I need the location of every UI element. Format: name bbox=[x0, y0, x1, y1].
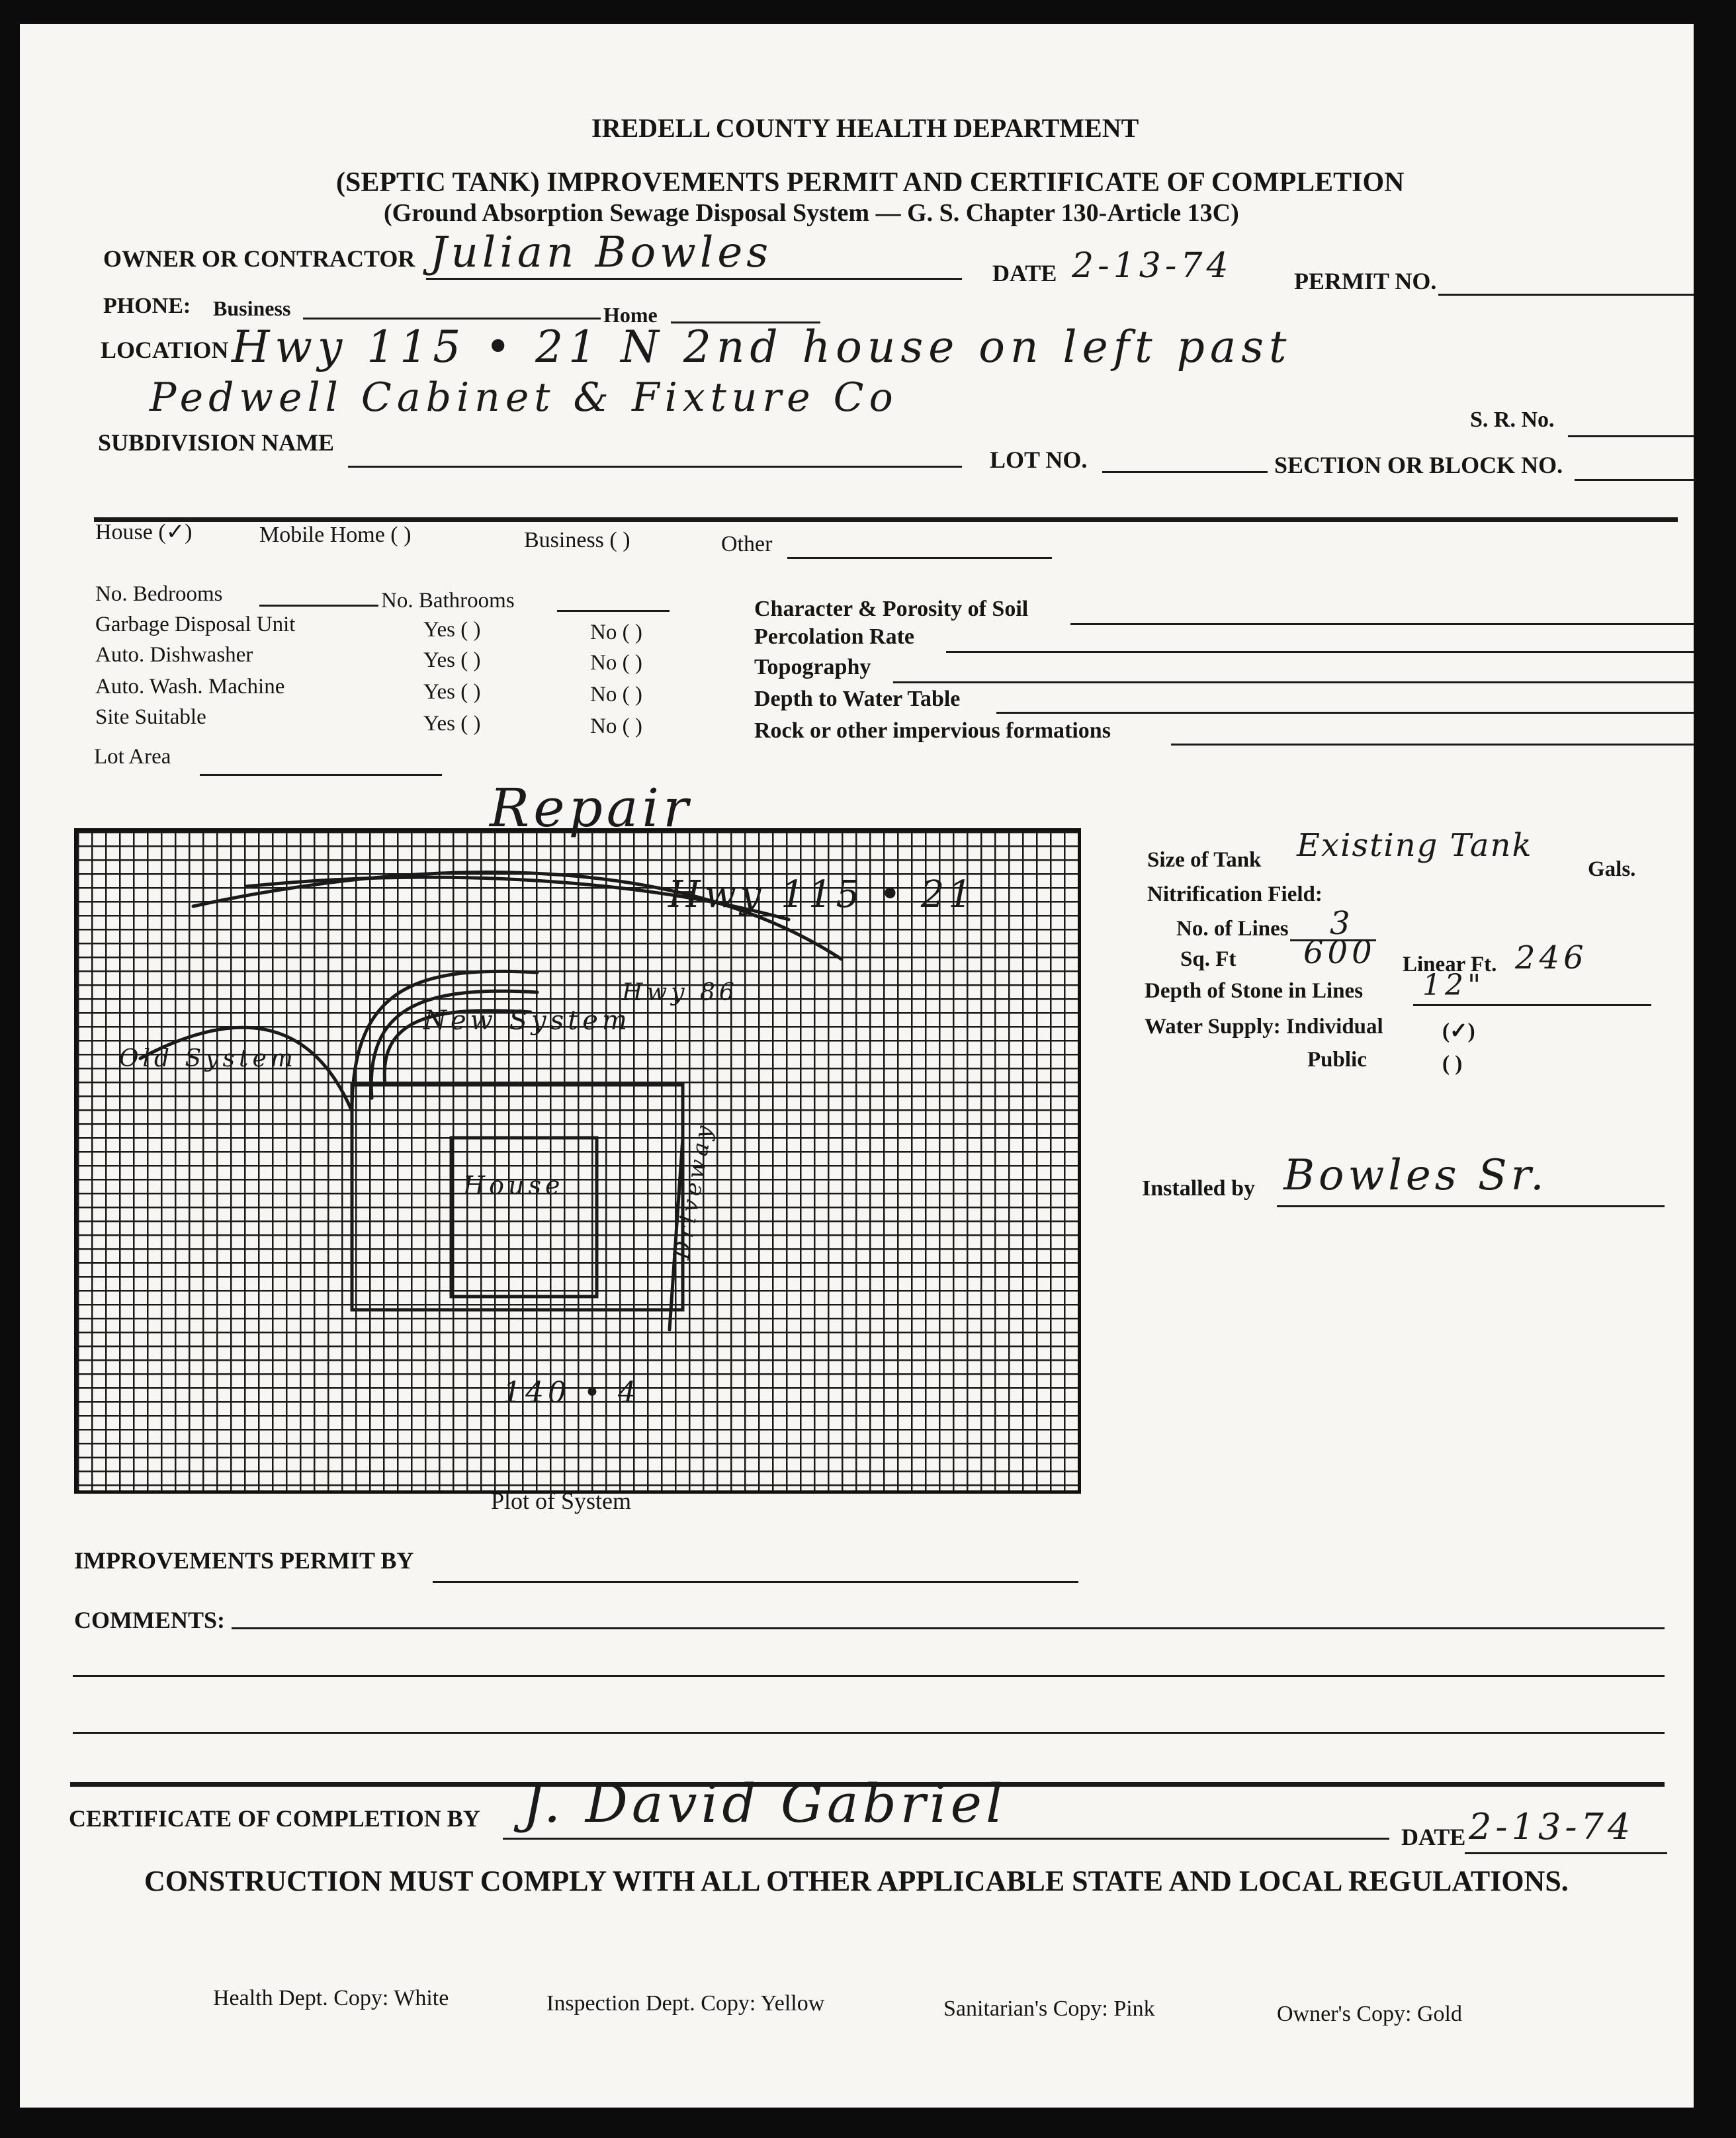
water-table-line bbox=[996, 712, 1694, 714]
tank-size-label: Size of Tank bbox=[1147, 848, 1262, 872]
type-business: Business ( ) bbox=[524, 528, 630, 552]
nitrification-label: Nitrification Field: bbox=[1147, 882, 1323, 906]
phone-label: PHONE: bbox=[103, 294, 191, 318]
type-other: Other bbox=[721, 532, 773, 556]
form-subtitle: (Ground Absorption Sewage Disposal System — G. S. Chapter 130-Article 13C) bbox=[384, 199, 1239, 227]
section-label: SECTION OR BLOCK NO. bbox=[1274, 452, 1563, 478]
percolation-line bbox=[946, 651, 1694, 653]
detail-row-no: No ( ) bbox=[590, 714, 642, 738]
soil-character-label: Character & Porosity of Soil bbox=[754, 597, 1029, 621]
detail-row-label: Site Suitable bbox=[95, 705, 206, 729]
certificate-date-label: DATE bbox=[1401, 1824, 1466, 1850]
comments-label: COMMENTS: bbox=[74, 1607, 225, 1633]
water-individual-value: (✓) bbox=[1442, 1019, 1475, 1043]
rock-line bbox=[1171, 744, 1694, 746]
detail-row-label: Auto. Dishwasher bbox=[95, 643, 253, 667]
bathrooms-label: No. Bathrooms bbox=[381, 589, 515, 613]
type-house: House (✓) bbox=[95, 520, 193, 544]
sr-no-label: S. R. No. bbox=[1470, 407, 1555, 432]
plot-driveway: Driveway bbox=[668, 1119, 718, 1261]
certificate-signature: J. David Gabriel bbox=[523, 1773, 1007, 1834]
water-public-label: Public bbox=[1307, 1048, 1367, 1072]
subdivision-line bbox=[348, 466, 962, 468]
department-name: IREDELL COUNTY HEALTH DEPARTMENT bbox=[591, 113, 1139, 143]
detail-row-yes: Yes ( ) bbox=[423, 648, 481, 672]
permit-label: PERMIT NO. bbox=[1294, 268, 1437, 294]
lot-no-line bbox=[1102, 471, 1268, 473]
stone-depth-line bbox=[1413, 1004, 1651, 1006]
certificate-date-line bbox=[1465, 1852, 1667, 1854]
comments-line bbox=[73, 1732, 1665, 1734]
owner-value: Julian Bowles bbox=[430, 228, 773, 277]
plot-new-system: New System bbox=[423, 1005, 631, 1036]
detail-row-no: No ( ) bbox=[590, 620, 642, 644]
lot-area-label: Lot Area bbox=[94, 745, 171, 769]
water-public-value: ( ) bbox=[1442, 1052, 1463, 1076]
sr-no-line bbox=[1568, 435, 1694, 437]
owner-label: OWNER OR CONTRACTOR bbox=[103, 245, 415, 272]
plot-repair: Repair bbox=[490, 777, 693, 839]
certificate-line bbox=[503, 1838, 1389, 1840]
lot-no-label: LOT NO. bbox=[990, 447, 1088, 473]
stone-depth-label: Depth of Stone in Lines bbox=[1145, 979, 1364, 1003]
percolation-label: Percolation Rate bbox=[754, 624, 915, 649]
detail-row-no: No ( ) bbox=[590, 651, 642, 675]
house-outline bbox=[451, 1138, 597, 1297]
sqft-label: Sq. Ft bbox=[1180, 947, 1237, 971]
detail-row-yes: Yes ( ) bbox=[423, 712, 481, 736]
copy-sanitarian: Sanitarian's Copy: Pink bbox=[943, 1996, 1155, 2021]
soil-character-line bbox=[1070, 623, 1694, 625]
date-label: DATE bbox=[992, 260, 1057, 286]
rock-label: Rock or other impervious formations bbox=[754, 718, 1111, 743]
copy-health-dept: Health Dept. Copy: White bbox=[213, 1986, 449, 2010]
linear-ft-value: 246 bbox=[1515, 939, 1588, 976]
installed-by-value: Bowles Sr. bbox=[1283, 1151, 1548, 1200]
installed-by-label: Installed by bbox=[1142, 1176, 1255, 1201]
water-table-label: Depth to Water Table bbox=[754, 687, 961, 711]
type-other-line bbox=[787, 557, 1052, 559]
business-phone-line bbox=[303, 318, 601, 320]
topography-label: Topography bbox=[754, 655, 871, 679]
plot-width: 140 • 4 bbox=[503, 1376, 640, 1410]
copy-owner: Owner's Copy: Gold bbox=[1277, 2002, 1463, 2026]
comments-line bbox=[73, 1675, 1665, 1677]
linear-ft-label: Linear Ft. bbox=[1403, 953, 1497, 976]
copy-inspection-dept: Inspection Dept. Copy: Yellow bbox=[546, 1991, 825, 2016]
plot-caption: Plot of System bbox=[491, 1488, 632, 1514]
bedrooms-line bbox=[259, 605, 378, 607]
sqft-value: 600 bbox=[1303, 934, 1376, 971]
permit-line bbox=[1438, 294, 1694, 296]
certificate-date-value: 2-13-74 bbox=[1469, 1806, 1635, 1848]
improvements-label: IMPROVEMENTS PERMIT BY bbox=[74, 1547, 414, 1574]
section-divider bbox=[94, 517, 1678, 522]
business-phone-label: Business bbox=[213, 296, 291, 320]
location-line2: Pedwell Cabinet & Fixture Co bbox=[150, 374, 898, 421]
lines-label: No. of Lines bbox=[1176, 917, 1289, 941]
location-line1: Hwy 115 • 21 N 2nd house on left past bbox=[232, 321, 1292, 372]
improvements-line bbox=[433, 1581, 1078, 1583]
stone-depth-value: 12" bbox=[1422, 968, 1485, 1002]
lines-value: 3 bbox=[1330, 905, 1354, 942]
topography-line bbox=[893, 681, 1694, 683]
plot-house: House bbox=[463, 1171, 564, 1200]
home-phone-label: Home bbox=[603, 303, 658, 327]
detail-row-yes: Yes ( ) bbox=[423, 680, 481, 704]
comments-line bbox=[232, 1627, 1665, 1629]
location-label: LOCATION bbox=[101, 337, 229, 363]
owner-line bbox=[426, 278, 962, 280]
detail-row-no: No ( ) bbox=[590, 683, 642, 706]
gals-label: Gals. bbox=[1588, 857, 1636, 881]
installed-by-line bbox=[1277, 1205, 1665, 1207]
subdivision-label: SUBDIVISION NAME bbox=[98, 429, 335, 456]
detail-row-label: Garbage Disposal Unit bbox=[95, 613, 296, 636]
certificate-label: CERTIFICATE OF COMPLETION BY bbox=[69, 1805, 480, 1832]
detail-row-yes: Yes ( ) bbox=[423, 618, 481, 642]
tank-size-value: Existing Tank bbox=[1297, 827, 1533, 864]
date-value: 2-13-74 bbox=[1072, 246, 1233, 286]
plot-hwy-86: Hwy 86 bbox=[622, 979, 738, 1006]
detail-row-label: Auto. Wash. Machine bbox=[95, 675, 285, 699]
plot-old-system: Old System bbox=[119, 1045, 297, 1072]
water-supply-label: Water Supply: Individual bbox=[1145, 1015, 1383, 1039]
type-mobile-home: Mobile Home ( ) bbox=[259, 523, 412, 547]
bedrooms-label: No. Bedrooms bbox=[95, 582, 223, 606]
form-title: (SEPTIC TANK) IMPROVEMENTS PERMIT AND CERTIFICATE OF COMPLETION bbox=[336, 167, 1405, 198]
section-line bbox=[1575, 479, 1694, 481]
compliance-notice: CONSTRUCTION MUST COMPLY WITH ALL OTHER APPLICABLE STATE AND LOCAL REGULATIONS. bbox=[144, 1865, 1569, 1897]
bathrooms-line bbox=[557, 610, 670, 612]
plot-hwy: Hwy 115 • 21 bbox=[668, 873, 976, 916]
